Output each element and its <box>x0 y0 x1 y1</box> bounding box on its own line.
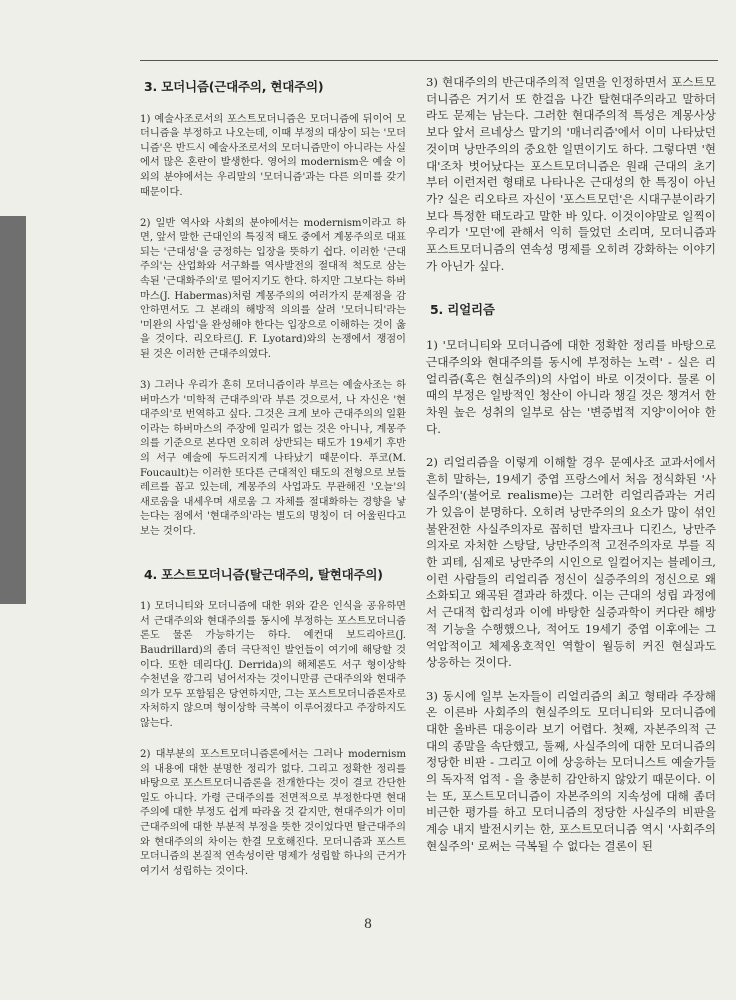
left-column <box>140 68 406 896</box>
section-4-paragraph-2: 2) 대부분의 포스트모더니즘론에서는 그러나 modernism의 내용에 대한 분명한 정리가 없다. 그리고 정확한 정리를 바탕으로 포스트모더니즘론을 전개한다는 것이 결코 간단한 일도 아니다. 가령 근대주의를 전면적으로 부정한다면 현대주의에 대한 부정도 쉽게 따라올 것 같지만, 현대주의가 이미 근대주의에 대한 부분적 부정을 뜻한 것이었다면 탈근대주의와 현대주의의 차이는 한결 모호해진다. 모더니즘과 포스트모더니즘의 본질적 연속성이란 명제가 성립할 하나의 근거가 여기서 성립하는 것이다. <box>140 749 406 877</box>
section-5-paragraph-2: 2) 리얼리즘을 이렇게 이해할 경우 문예사조 교과서에서 흔히 말하는, 19세기 중엽 프랑스에서 처음 정식화된 '사실주의'(불어로 realisme)는 그러한 리얼리즘과는 거리가 있음이 분명하다. 오히려 낭만주의의 요소가 많이 섞인 불완전한 사실주의자로 꼽히던 발자크나 디킨스, 낭만주의자로 자처한 스탕달, 낭만주의적 고전주의자로 부를 직한 괴테, 심제로 낭만주의 시인으로 일컬어지는 블레이크, 이런 사람들의 리얼리즘 정신이 실증주의의 정신으로 왜소화되고 왜곡된 결과라 하겠다. 이는 근대의 성립 과정에서 근대적 합리성과 이에 바탕한 실증과학이 커다란 해방적 기능을 수행했으나, 적어도 19세기 중엽 이후에는 그 억압적이고 체제옹호적인 역할이 월등히 커진 현실과도 상응하는 것이다. <box>426 454 716 670</box>
right-column <box>426 74 716 871</box>
section-3-paragraph-3: 3) 그러나 우리가 흔히 모더니즘이라 부르는 예술사조는 하버마스가 '미학적 근대주의'라 부른 것으로서, 나 자신은 '현대주의'로 번역하고 싶다. 그것은 크게 보아 근대주의의 일환이라는 하버마스의 주장에 일리가 없는 것은 아니나, 계몽주의를 기준으로 본다면 오히려 상반되는 태도가 19세기 후반의 서구 예술에 두드러지게 나타났기 때문이다. 푸코(M. Foucault)는 이러한 또다른 근대적인 태도의 전형으로 보들레르를 꼽고 있는데, 계몽주의 사업과도 무관해진 '오늘'의 새로움을 내세우며 새로움 그 자체를 절대화하는 경향을 낳는다는 점에서 '현대주의'라는 별도의 명칭이 더 어울린다고 보는 것이다. <box>140 380 406 538</box>
section-3-paragraph-1: 1) 예술사조로서의 포스트모더니즘은 모더니즘에 뒤이어 모더니즘을 부정하고 나오는데, 이때 부정의 대상이 되는 '모더니즘'은 반드시 예술사조로서의 모더니즘만이 아니라는 사실에서 많은 혼란이 발생한다. 영어의 modernism은 예술 이외의 분야에서는 우리말의 '모더니즘'과는 다른 의미를 갖기 때문이다. <box>140 113 406 198</box>
section-3-paragraph-2: 2) 일반 역사와 사회의 분야에서는 modernism이라고 하면, 앞서 말한 근대인의 특징적 태도 중에서 계몽주의로 대표되는 '근대성'을 긍정하는 입장을 뜻하기 쉽다. 이러한 '근대주의'는 산업화와 서구화를 역사발전의 절대적 척도로 삼는 속된 '근대화주의'로 떨어지기도 한다. 하지만 그보다는 하버마스(J. Habermas)처럼 계몽주의의 여러가지 문제점을 감안하면서도 그 본래의 해방적 의의를 살려 '모더니티'라는 '미완의 사업'을 완성해야 한다는 입장으로 이해하는 것이 옳을 것이다. 리오타르(J. F. Lyotard)와의 논쟁에서 쟁점이 된 것은 이러한 근대주의였다. <box>140 217 406 360</box>
section-5-paragraph-3: 3) 동시에 일부 논자들이 리얼리즘의 최고 형태라 주장해온 이른바 사회주의 현실주의도 모더니티와 모더니즘에 대한 올바른 대응이라 보기 어렵다. 첫째, 자본주의적 근대의 종말을 속단했고, 둘째, 사실주의에 대한 모더니즘의 정당한 비판 - 그리고 이에 상응하는 모더니스트 예술가들의 독자적 업적 - 을 충분히 감안하지 않았기 때문이다. 이는 또, 포스트모더니즘이 자본주의의 지속성에 대해 좀더 비근한 평가를 하고 모더니즘의 정당한 사실주의 비판을 계승 내지 발전시키는 한, 포스트모더니즘 역시 '사회주의 현실주의' 로써는 극복될 수 없다는 결론이 된 <box>426 688 716 853</box>
side-tab-bar <box>0 216 26 604</box>
section-4-paragraph-3: 3) 현대주의의 반근대주의적 일면을 인정하면서 포스트모더니즘은 거기서 또 한걸음 나간 탈현대주의라고 말하더라도 문제는 남는다. 그러한 현대주의적 특성은 계몽사상보다 앞서 르네상스 말기의 '매너리즘'에서 이미 나타났던 것이며 낭만주의의 중요한 일면이기도 하다. 그렇다면 '현대'조차 벗어났다는 포스트모더니즘은 원래 근대의 초기부터 이런저런 형태로 나타나온 근대성의 한 특징이 아닌가? 실은 리오타르 자신이 '포스트모던'은 시대구분이라기 보다 특정한 태도라고 말한 바 있다. 이것이야말로 일찍이 우리가 '모던'에 관해서 익히 들었던 소리며, 모더니즘과 포스트모더니즘의 연속성 명제를 오히려 강화하는 이야기가 아닌가 싶다. <box>426 75 716 273</box>
section-4-paragraph-1: 1) 모더니티와 모더니즘에 대한 위와 같은 인식을 공유하면서 근대주의와 현대주의를 동시에 부정하는 포스트모더니즘론도 물론 가능하기는 하다. 예컨대 보드리아르(J. Baudrillard)의 좀더 극단적인 발언들이 여기에 해당할 것이다. 또한 데리다(J. Derrida)의 해체론도 서구 형이상학 수천년을 깡그리 넘어서자는 것이니만큼 근대주의와 현대주의가 모두 포함됨은 당연하지만, 그는 포스트모더니즘론자로 자처하지 않으며 형이상학 극복이 이루어졌다고 주장하지도 않는다. <box>140 601 406 729</box>
section-5-heading: 5. 리얼리즘 <box>430 302 495 318</box>
section-5-paragraph-1: 1) '모더니티와 모더니즘에 대한 정확한 정리를 바탕으로 근대주의와 현대주의를 동시에 부정하는 노력' - 실은 리얼리즘(혹은 현실주의)의 사업이 바로 이것이다. 물론 이때의 부정은 일방적인 청산이 아니라 챙길 것은 챙겨서 한 차원 높은 성취의 일부로 삼는 '변증법적 지양'이어야 한다. <box>426 338 716 436</box>
header-rule <box>140 60 718 61</box>
page-number: 8 <box>364 916 372 932</box>
section-4-heading: 4. 포스트모더니즘(탈근대주의, 탈현대주의) <box>144 566 383 582</box>
section-3-heading: 3. 모더니즘(근대주의, 현대주의) <box>144 79 324 94</box>
